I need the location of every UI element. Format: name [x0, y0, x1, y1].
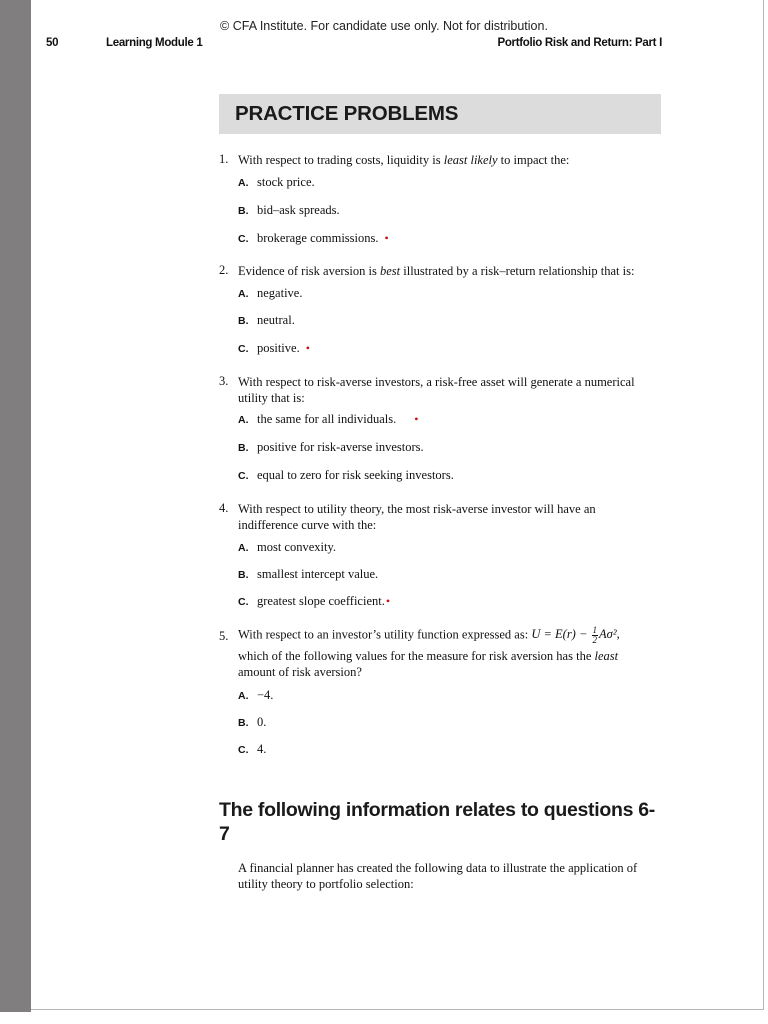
option-letter: B.: [238, 717, 249, 729]
copyright-notice: © CFA Institute. For candidate use only. Not for distribution.: [220, 19, 548, 33]
option-text: the same for all individuals. •: [257, 412, 419, 426]
question-number: 3.: [219, 374, 229, 388]
option-letter: A.: [238, 542, 249, 554]
option-text: positive. •: [257, 341, 310, 355]
section-heading: The following information relates to questions 6-7: [219, 799, 655, 845]
banner-title: PRACTICE PROBLEMS: [235, 102, 459, 125]
viewer-left-bar: [0, 0, 31, 1012]
question-number: 2.: [219, 263, 229, 277]
page-number: 50: [46, 37, 59, 49]
option-text: greatest slope coefficient.•: [257, 594, 391, 608]
answer-marker: •: [385, 594, 391, 608]
question-text: With respect to utility theory, the most risk-averse investor will have an indifference curve with the:: [238, 502, 596, 532]
option-letter: A.: [238, 177, 249, 189]
running-title: Portfolio Risk and Return: Part I: [497, 37, 662, 49]
option-text: 4.: [257, 742, 267, 756]
option-letter: B.: [238, 315, 249, 327]
question-line-1: With respect to an investor’s utility function expressed as: U = E(r) − $\frac{1}{2}$ Aσ²,: [238, 625, 620, 645]
module-label: Learning Module 1: [106, 37, 203, 49]
fraction: $\frac{1}{2}$: [592, 625, 598, 645]
question-text: Evidence of risk aversion is best illustrated by a risk–return relationship that is:: [238, 264, 635, 278]
answer-marker: •: [305, 341, 310, 355]
option-letter: C.: [238, 233, 249, 245]
option-text: smallest intercept value.: [257, 567, 379, 581]
question-text: With respect to risk-averse investors, a risk-free asset will generate a numerical utility that is:: [238, 375, 635, 405]
intro-paragraph: A financial planner has created the following data to illustrate the application of utility theory to portfolio selection:: [238, 861, 638, 891]
answer-marker: •: [414, 412, 419, 426]
question-number: 4.: [219, 501, 229, 515]
question-number: 1.: [219, 152, 229, 166]
option-letter: C.: [238, 596, 249, 608]
option-text: −4.: [257, 688, 274, 702]
option-text: most convexity.: [257, 540, 337, 554]
option-text: bid–ask spreads.: [257, 203, 340, 217]
option-text: negative.: [257, 286, 303, 300]
option-letter: B.: [238, 569, 249, 581]
option-letter: C.: [238, 470, 249, 482]
answer-marker: •: [384, 231, 389, 245]
option-text: brokerage commissions. •: [257, 231, 389, 245]
option-text: neutral.: [257, 313, 295, 327]
utility-formula: U = E(r) − $\frac{1}{2}$ Aσ²,: [531, 625, 620, 645]
option-text: equal to zero for risk seeking investors.: [257, 468, 454, 482]
option-letter: A.: [238, 414, 249, 426]
question-text: [238, 626, 656, 680]
option-text: stock price.: [257, 175, 315, 189]
question-text: With respect to trading costs, liquidity is least likely to impact the:: [238, 153, 570, 167]
option-letter: B.: [238, 442, 249, 454]
option-letter: B.: [238, 205, 249, 217]
option-letter: C.: [238, 744, 249, 756]
running-header: [46, 37, 662, 53]
option-text: positive for risk-averse investors.: [257, 440, 424, 454]
option-letter: A.: [238, 288, 249, 300]
option-letter: A.: [238, 690, 249, 702]
question-number: 5.: [219, 629, 229, 643]
question-line-2: which of the following values for the measure for risk aversion has the least: [238, 649, 619, 663]
option-text: 0.: [257, 715, 267, 729]
option-letter: C.: [238, 343, 249, 355]
practice-problems-banner: [219, 94, 661, 134]
question-line-3: amount of risk aversion?: [238, 665, 362, 679]
